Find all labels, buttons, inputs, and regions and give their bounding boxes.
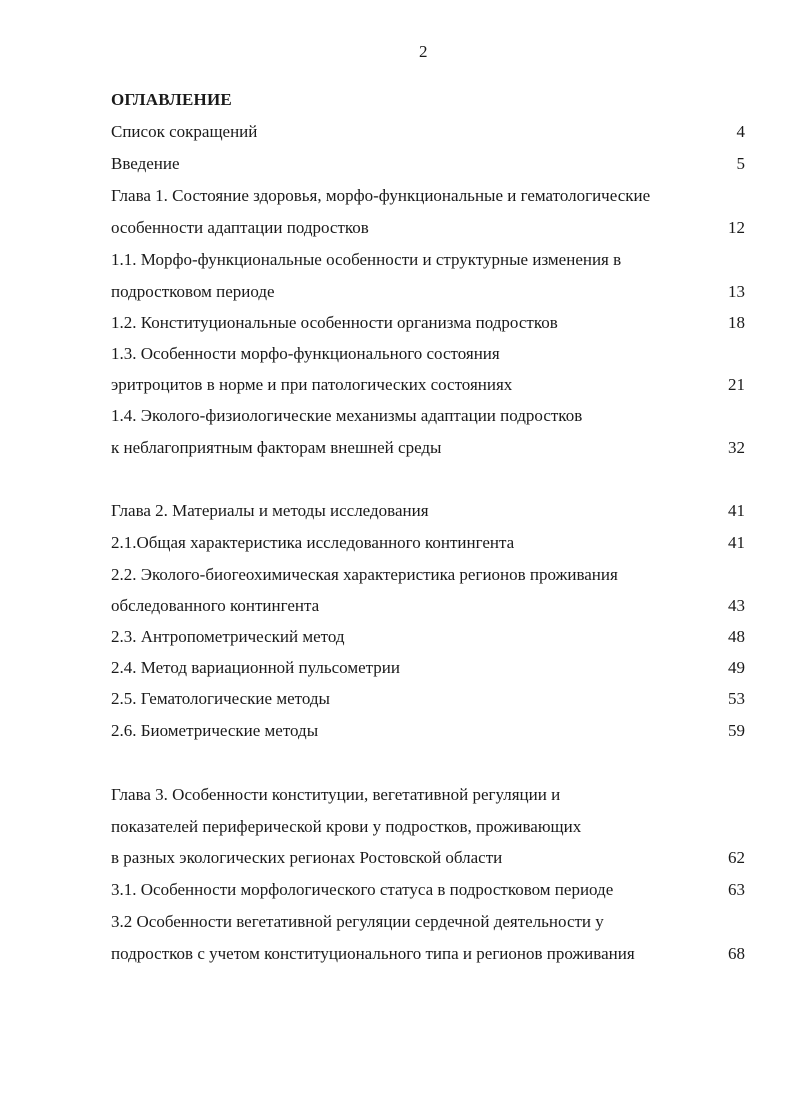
toc-entry-page: 13 bbox=[728, 282, 745, 301]
toc-entry-text: 2.3. Антропометрический метод bbox=[111, 627, 345, 646]
toc-entry-text: особенности адаптации подростков bbox=[111, 218, 369, 237]
toc-entry-text: Глава 3. Особенности конституции, вегетативной регуляции и bbox=[111, 785, 561, 804]
toc-entry-page: 32 bbox=[728, 438, 745, 457]
toc-entry-page: 48 bbox=[728, 627, 745, 646]
toc-entry-text: 1.2. Конституциональные особенности организма подростков bbox=[111, 313, 558, 332]
toc-entry-text: 3.1. Особенности морфологического статуса в подростковом периоде bbox=[111, 880, 614, 899]
toc-entry-text: 1.4. Эколого-физиологические механизмы адаптации подростков bbox=[111, 406, 583, 425]
toc-entry-text: 2.6. Биометрические методы bbox=[111, 721, 319, 740]
toc-entry-page: 49 bbox=[728, 658, 745, 677]
toc-entry-text: 1.1. Морфо-функциональные особенности и структурные изменения в bbox=[111, 250, 622, 269]
toc-entry-text: 3.2 Особенности вегетативной регуляции сердечной деятельности у bbox=[111, 912, 604, 931]
toc-entry-text: Глава 2. Материалы и методы исследования bbox=[111, 501, 429, 520]
toc-entry-text: Список сокращений bbox=[111, 122, 258, 141]
toc-entry-text: 2.4. Метод вариационной пульсометрии bbox=[111, 658, 400, 677]
toc-entry-page: 43 bbox=[728, 596, 745, 615]
toc-entry-text: 2.1.Общая характеристика исследованного контингента bbox=[111, 533, 515, 552]
toc-entry-page: 12 bbox=[728, 218, 745, 237]
toc-entry-text: 1.3. Особенности морфо-функционального состояния bbox=[111, 344, 500, 363]
toc-entry-page: 63 bbox=[728, 880, 745, 899]
toc-entry-text: показателей периферической крови у подростков, проживающих bbox=[111, 817, 582, 836]
toc-entry-text: Глава 1. Состояние здоровья, морфо-функциональные и гематологические bbox=[111, 186, 651, 205]
toc-entry-page: 68 bbox=[728, 944, 745, 963]
toc-entry-page: 62 bbox=[728, 848, 745, 867]
toc-entry-page: 21 bbox=[728, 375, 745, 394]
toc-entry-text: Введение bbox=[111, 154, 180, 173]
toc-entry-text: 2.5. Гематологические методы bbox=[111, 689, 330, 708]
toc-entry-page: 5 bbox=[736, 154, 745, 173]
toc-entry-text: подростковом периоде bbox=[111, 282, 275, 301]
toc-entry-text: 2.2. Эколого-биогеохимическая характеристика регионов проживания bbox=[111, 565, 618, 584]
toc-entry-text: подростков с учетом конституционального типа и регионов проживания bbox=[111, 944, 635, 963]
toc-entry-text: к неблагоприятным факторам внешней среды bbox=[111, 438, 442, 457]
toc-entry-text: эритроцитов в норме и при патологических состояниях bbox=[111, 375, 513, 394]
toc-entry-text: обследованного контингента bbox=[111, 596, 320, 615]
toc-heading: ОГЛАВЛЕНИЕ bbox=[111, 90, 232, 109]
toc-entry-page: 18 bbox=[728, 313, 745, 332]
toc-entry-page: 4 bbox=[736, 122, 745, 141]
toc-entry-page: 59 bbox=[728, 721, 745, 740]
toc-entry-page: 41 bbox=[728, 501, 745, 520]
page-number: 2 bbox=[419, 42, 428, 61]
toc-entry-page: 53 bbox=[728, 689, 745, 708]
toc-entry-text: в разных экологических регионах Ростовской области bbox=[111, 848, 503, 867]
toc-entry-page: 41 bbox=[728, 533, 745, 552]
